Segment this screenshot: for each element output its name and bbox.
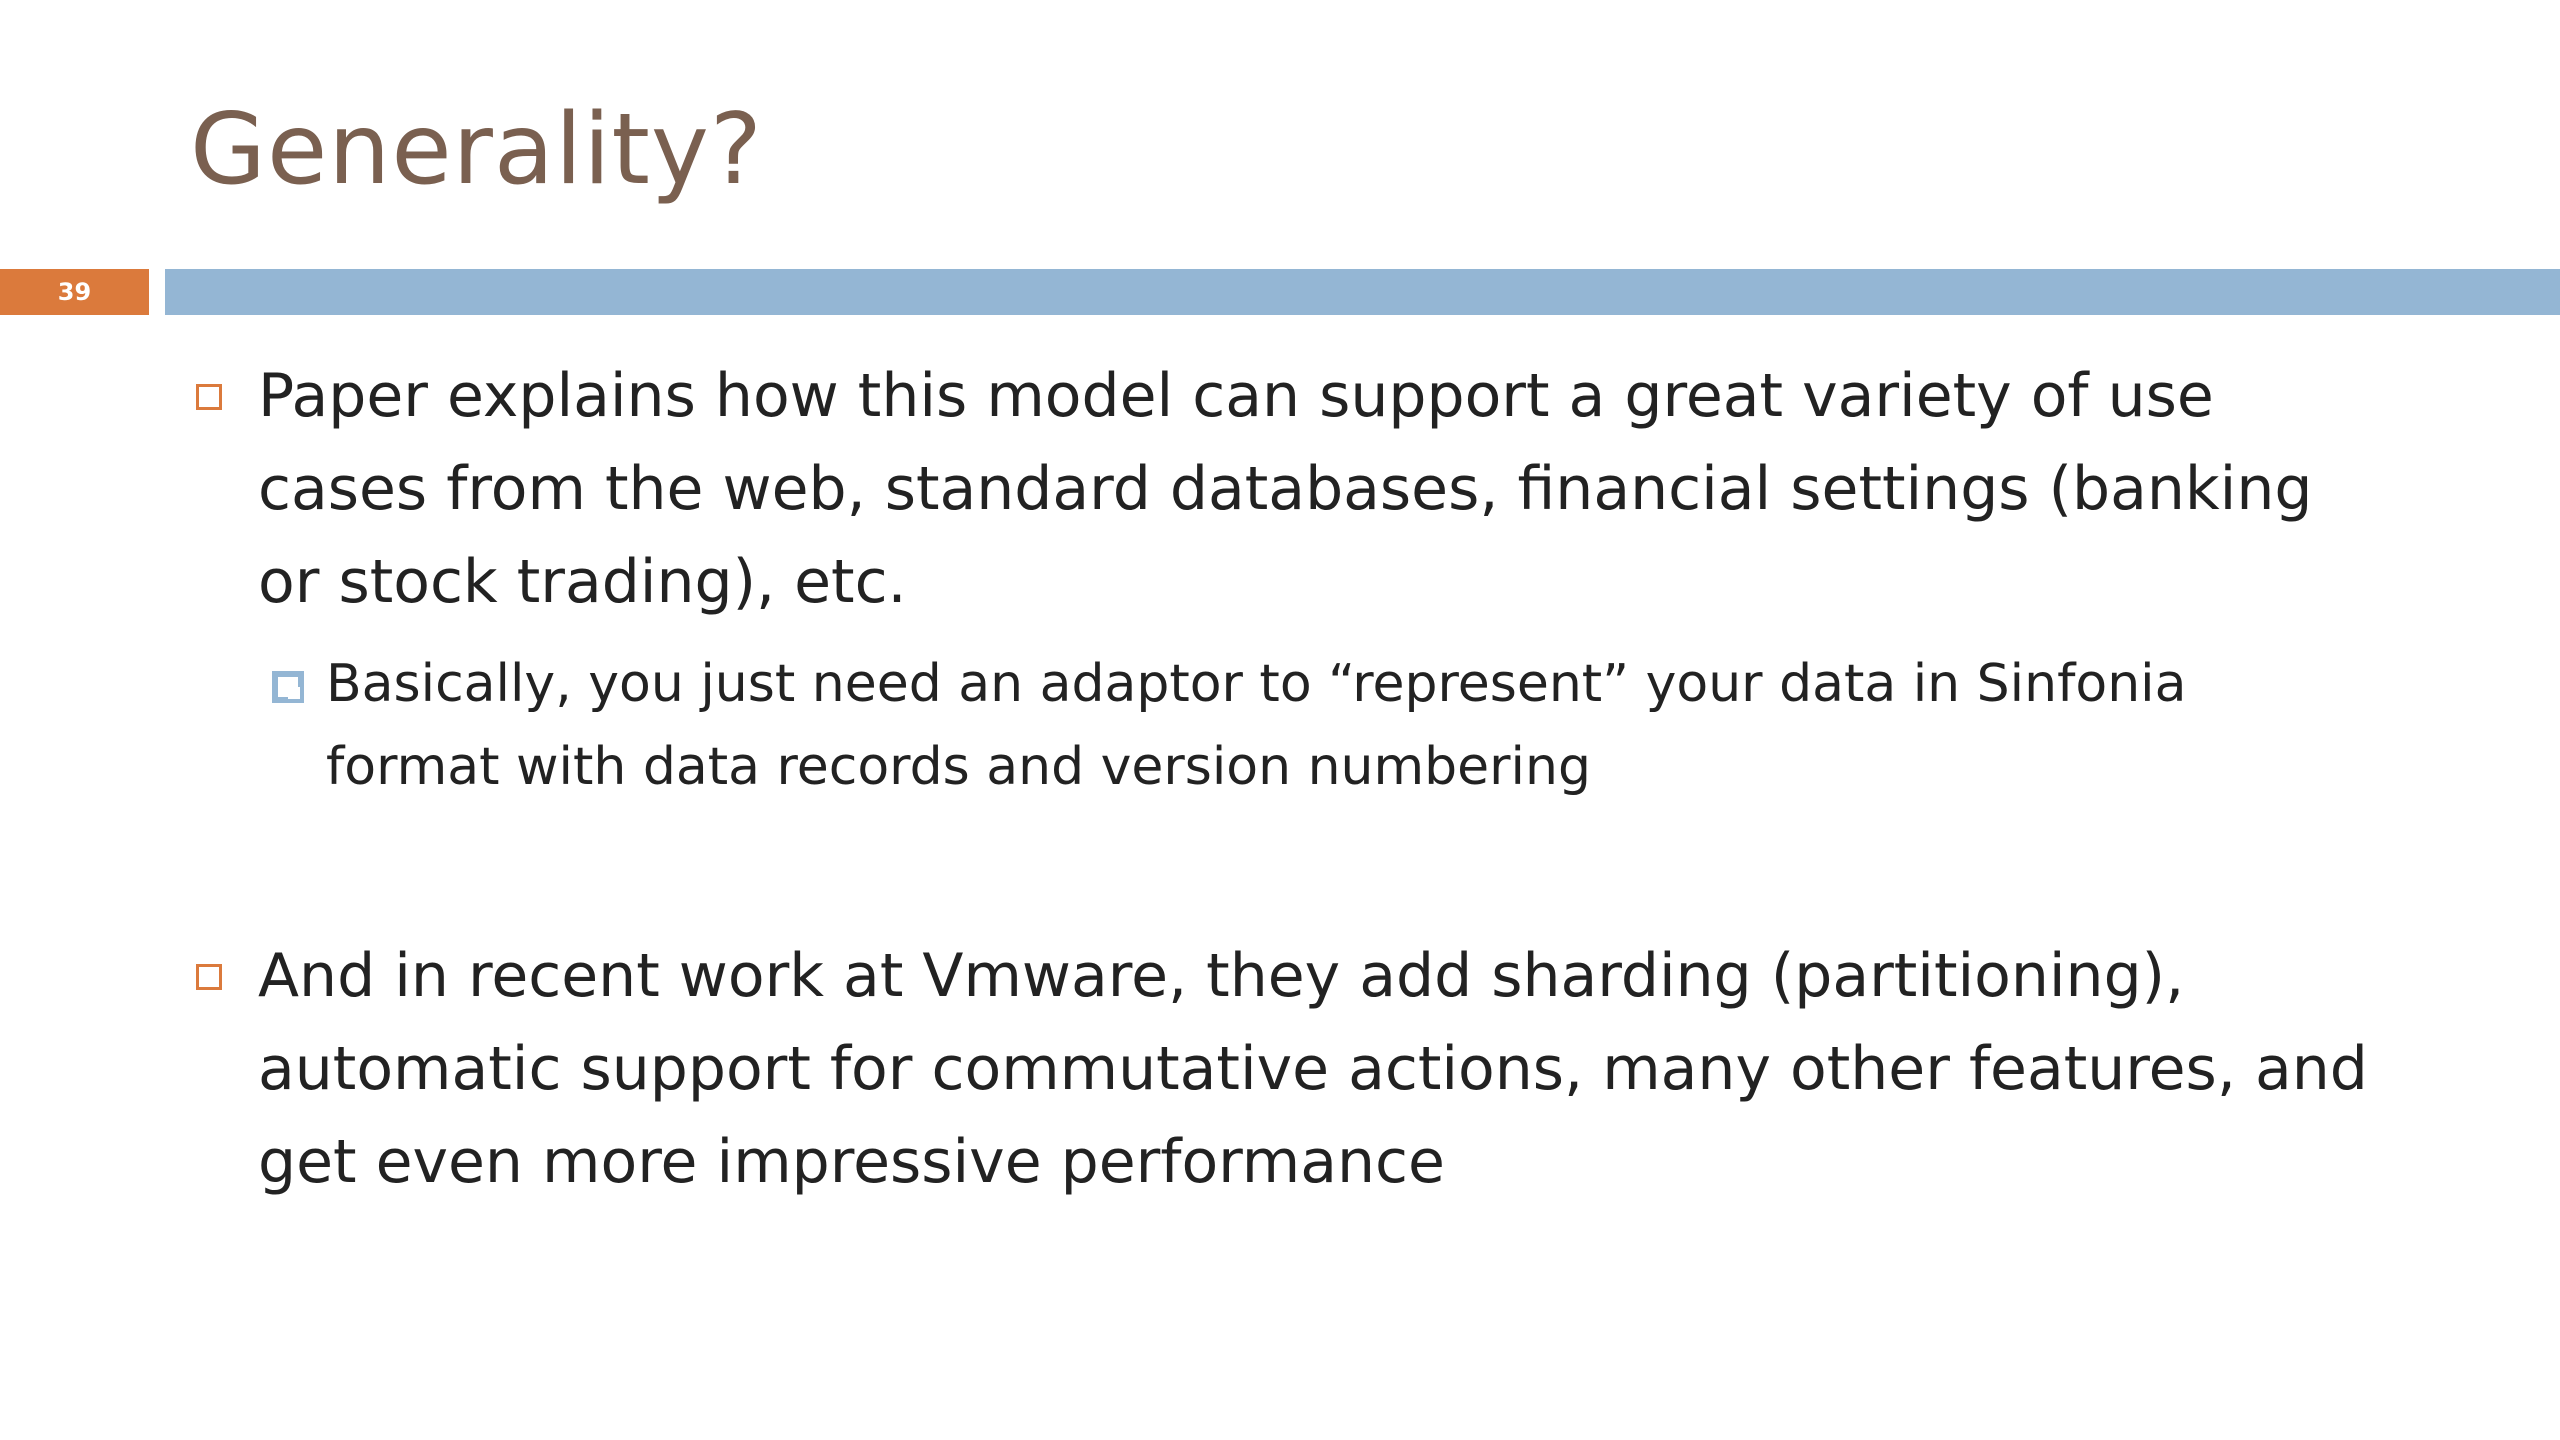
slide-title: Generality? [190,93,763,207]
bullet-item [190,350,2390,640]
bullet-text: Paper explains how this model can support a great variety of use cases from the web, standard databases, financial settings (banking or stock trading), etc. [258,361,2313,617]
sub-bullet-text: Basically, you just need an adaptor to “represent” your data in Sinfonia format with data records and version numbering [326,654,2187,797]
title-divider-bar [165,269,2560,315]
slide-number-badge: 39 [0,269,149,315]
bullet-text: And in recent work at Vmware, they add sharding (partitioning), automatic support for commutative actions, many other features, and get even more impressive performance [258,941,2368,1197]
hollow-square-bullet-icon [196,384,222,410]
bullet-item [190,930,2390,1220]
square-sub-bullet-icon [272,671,304,703]
sub-bullet-item [272,643,2322,813]
hollow-square-bullet-icon [196,964,222,990]
